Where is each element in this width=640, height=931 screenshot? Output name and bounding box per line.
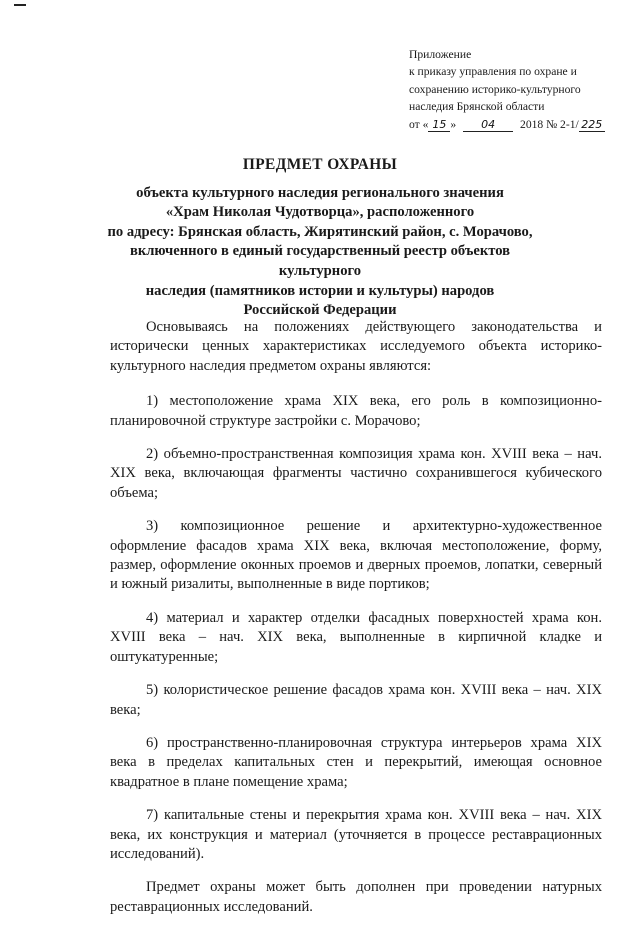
- year-and-number: 2018 № 2-1/: [520, 117, 579, 131]
- handwritten-month: 04: [481, 117, 496, 131]
- handwritten-day: 15: [432, 117, 447, 131]
- date-prefix: от «: [409, 117, 429, 131]
- scan-corner-mark: [14, 0, 26, 6]
- handwritten-number: 225: [581, 117, 603, 131]
- number-blank: [579, 118, 605, 132]
- heading-line: «Храм Николая Чудотворца», расположенного: [165, 204, 475, 221]
- list-item: 2) объемно-пространственная композиция храма кон. XVIII века – нач. XIX века, включающая фрагменты частично сохранившегося кубического объема;: [110, 446, 602, 501]
- appendix-line: Приложение: [409, 48, 472, 61]
- document-title: ПРЕДМЕТ ОХРАНЫ: [242, 156, 398, 173]
- list-item: 4) материал и характер отделки фасадных поверхностей храма кон. XVIII века – нач. XIX века, выполненные в кирпичной кладке и оштукатуренные;: [110, 609, 602, 665]
- list-item: 7) капитальные стены и перекрытия храма кон. XVIII века – нач. XIX века, их конструкция и материал (уточняется в процессе реставрационных исследований).: [110, 807, 602, 862]
- heading-line: объекта культурного наследия регионального значения: [136, 184, 504, 201]
- closing-paragraph: Предмет охраны может быть дополнен при проведении натурных реставрационных исследований.: [110, 879, 602, 915]
- day-blank: [428, 118, 450, 132]
- list-item: 3) композиционное решение и архитектурно-художественное оформление фасадов храма XIX века, включая местоположение, форму, размер, оформление оконных проемов и дверных проемов, лопатки, северный и южный ризалиты, выполненные в виде портиков;: [110, 518, 602, 593]
- list-item: 1) местоположение храма XIX века, его роль в композиционно-планировочной структуре застройки с. Морачово;: [110, 393, 602, 429]
- date-mid: »: [450, 117, 457, 131]
- month-blank: [463, 118, 513, 132]
- document-heading: [100, 155, 540, 321]
- appendix-block: [409, 46, 624, 133]
- heading-line: Российской Федерации: [243, 302, 397, 319]
- list-item: 6) пространственно-планировочная структура интерьеров храма XIX века в пределах капитальных стен и перекрытий, имеющая основное квадратное в плане помещение храма;: [110, 734, 602, 790]
- heading-line: по адресу: Брянская область, Жирятинский район, с. Морачово,: [107, 223, 533, 240]
- appendix-line: наследия Брянской области: [409, 100, 545, 114]
- heading-line: наследия (памятников истории и культуры) народов: [145, 282, 495, 299]
- appendix-date-line: [409, 116, 624, 133]
- appendix-line: сохранению историко-культурного: [409, 82, 581, 96]
- intro-paragraph: Основываясь на положениях действующего законодательства и исторически ценных характеристиках исследуемого объекта историко-культурного наследия предметом охраны являются:: [110, 319, 602, 374]
- document-body: [110, 318, 602, 931]
- heading-line: включенного в единый государственный реестр объектов культурного: [129, 243, 511, 279]
- list-item: 5) колористическое решение фасадов храма кон. XVIII века – нач. XIX века;: [110, 682, 602, 718]
- appendix-line: к приказу управления по охране и: [409, 65, 577, 79]
